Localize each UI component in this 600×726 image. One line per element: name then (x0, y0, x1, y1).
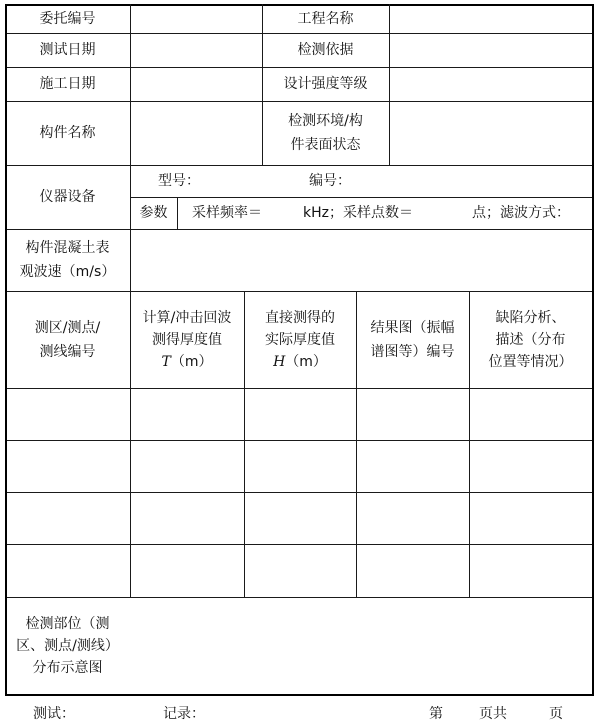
grid-line (592, 4, 594, 696)
filter-method-label: 点；滤波方式： (472, 205, 570, 221)
commission-no-label: 委托编号 (39, 10, 96, 27)
instrument-model-label: 型号： (158, 173, 200, 189)
grid-line (177, 197, 178, 229)
instrument-number-label: 编号： (309, 173, 351, 189)
col-header-measured-thickness-line1: 直接测得的 (265, 309, 335, 326)
grid-line (5, 492, 594, 493)
grid-line (389, 4, 390, 165)
params-label: 参数 (139, 205, 168, 221)
instrument-label: 仪器设备 (39, 189, 96, 205)
page-total-label: 页共 (479, 706, 507, 722)
symbol-t: T (161, 353, 171, 370)
col-header-calculated-thickness-line2: 测得厚度值 (152, 331, 222, 348)
unit-m: （m） (170, 353, 213, 370)
inspection-record-form (5, 4, 594, 696)
diagram-label-line2: 区、测点/测线） (16, 637, 119, 654)
col-header-result-chart-no (356, 291, 469, 388)
tester-label: 测试： (33, 706, 75, 722)
environment-label-line1: 检测环境/构 (288, 113, 363, 129)
wave-speed-label-line1: 构件混凝土表 (25, 240, 110, 256)
design-strength-label: 设计强度等级 (283, 76, 368, 92)
col-header-zone-id (5, 291, 130, 388)
col-header-calculated-thickness (130, 291, 244, 388)
page-end-label: 页 (549, 706, 563, 722)
environment-label (262, 101, 389, 165)
col-header-defect-analysis (469, 291, 592, 388)
sampling-frequency-label: 采样频率＝ (192, 205, 262, 221)
grid-line (5, 440, 594, 441)
col-header-measured-thickness-line3 (273, 351, 327, 373)
test-basis-label: 检测依据 (297, 42, 354, 58)
grid-line (5, 544, 594, 545)
project-name-label: 工程名称 (297, 10, 354, 27)
wave-speed-label-line2: 观波速（m/s） (19, 264, 116, 280)
col-header-measured-thickness (244, 291, 356, 388)
grid-line (130, 197, 594, 198)
col-header-zone-id-line1: 测区/测点/ (34, 319, 101, 336)
diagram-label-line1: 检测部位（测 (25, 615, 110, 632)
col-header-zone-id-line2: 测线编号 (39, 343, 96, 360)
page-no-label: 第 (429, 706, 443, 722)
grid-line (5, 388, 594, 389)
component-name-label: 构件名称 (39, 125, 96, 141)
col-header-calculated-thickness-line3 (162, 351, 213, 373)
col-header-defect-analysis-line2: 描述（分布 (495, 331, 566, 348)
diagram-label (5, 597, 130, 694)
col-header-result-chart-no-line2: 谱图等）编号 (370, 343, 455, 360)
col-header-measured-thickness-line2: 实际厚度值 (265, 331, 335, 348)
construction-date-label: 施工日期 (39, 76, 96, 92)
unit-m: （m） (285, 353, 327, 370)
col-header-calculated-thickness-line1: 计算/冲击回波 (142, 309, 232, 326)
environment-label-line2: 件表面状态 (290, 137, 361, 153)
symbol-h: H (273, 353, 286, 370)
sampling-points-label: kHz；采样点数＝ (303, 205, 413, 221)
test-date-label: 测试日期 (39, 42, 96, 58)
grid-line (5, 694, 594, 696)
wave-speed-label (5, 229, 130, 291)
col-header-defect-analysis-line1: 缺陷分析、 (495, 309, 566, 326)
col-header-defect-analysis-line3: 位置等情况） (488, 353, 573, 370)
col-header-result-chart-no-line1: 结果图（振幅 (370, 319, 455, 336)
diagram-label-line3: 分布示意图 (32, 659, 103, 676)
recorder-label: 记录： (163, 706, 205, 722)
